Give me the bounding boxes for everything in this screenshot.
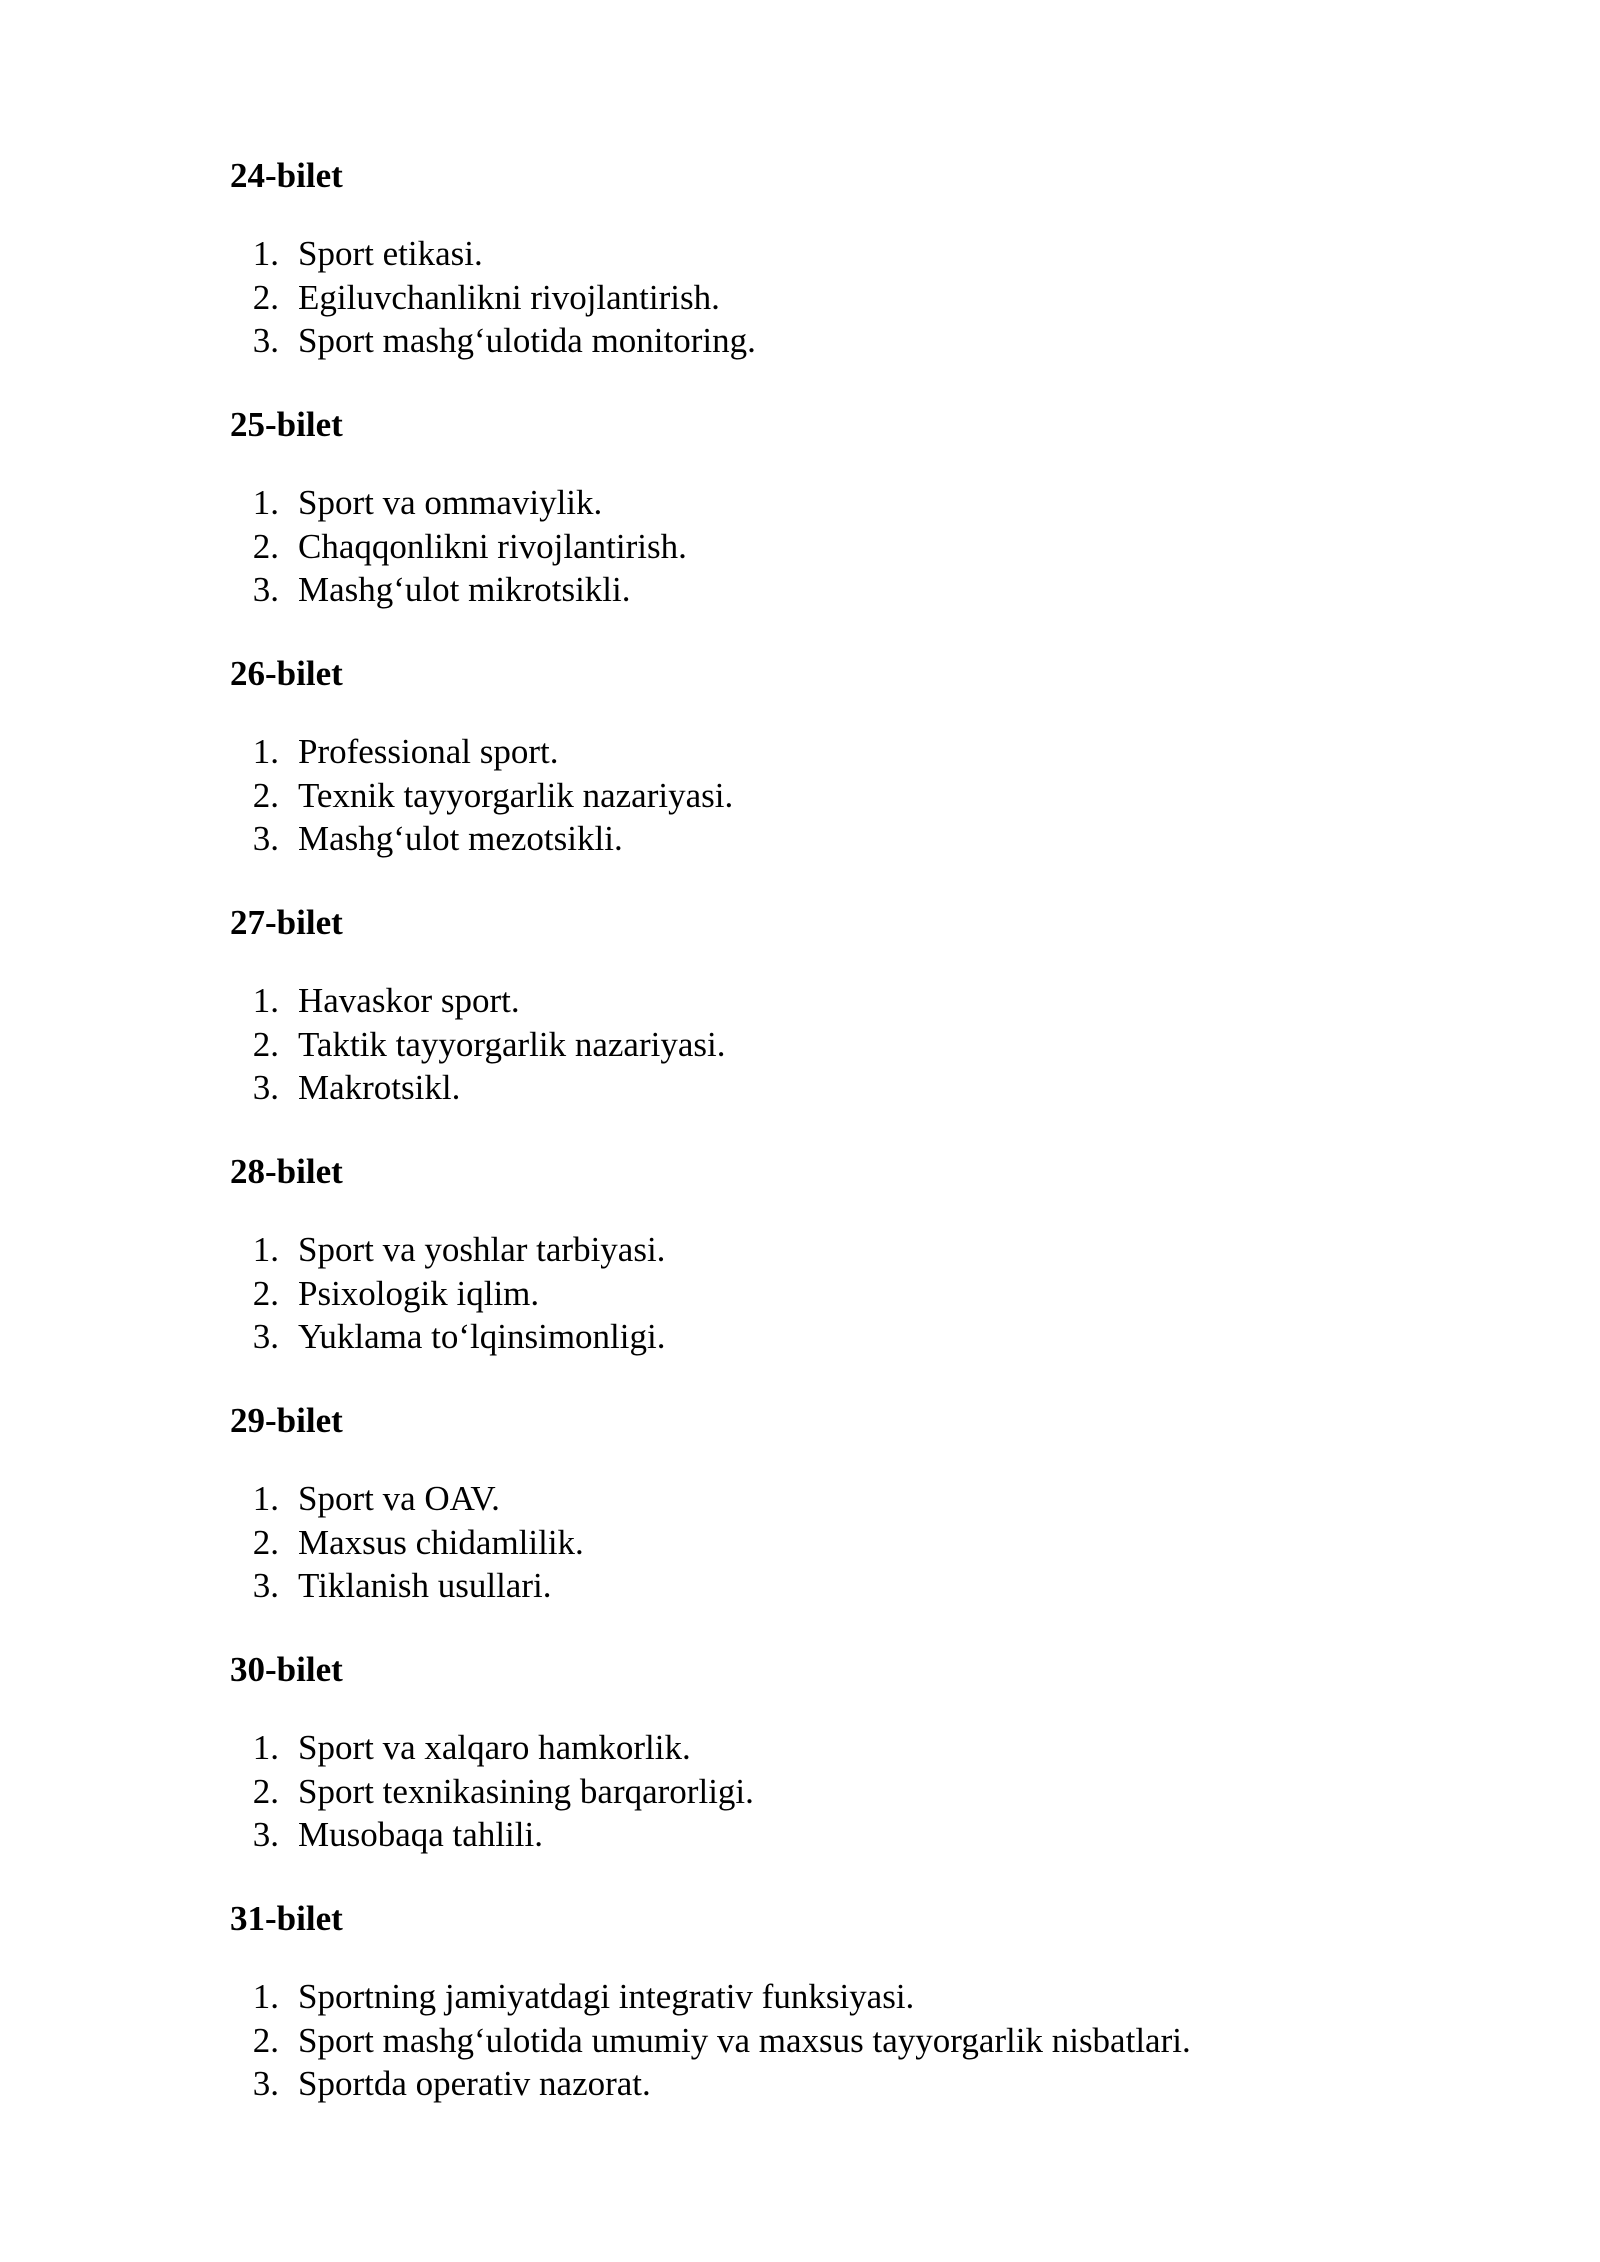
question-list: [230, 1477, 1430, 1608]
question-item: [230, 568, 1430, 612]
question-text: Egiluvchanlikni rivojlantirish.: [298, 277, 720, 317]
question-list: [230, 232, 1430, 363]
question-number: 3.: [252, 819, 279, 858]
question-item: [230, 1770, 1430, 1814]
question-number: 2.: [252, 2020, 279, 2060]
question-text: Maxsus chidamlilik.: [298, 1522, 584, 1562]
question-text: Musobaqa tahlili.: [298, 1815, 543, 1854]
question-number: 1.: [252, 981, 279, 1020]
question-text: Chaqqonlikni rivojlantirish.: [298, 526, 687, 566]
question-item: [230, 1272, 1430, 1316]
question-text: Sport va OAV.: [298, 1479, 500, 1518]
question-item: [230, 1023, 1430, 1067]
ticket-25: [230, 399, 1430, 648]
question-number: 3.: [252, 1317, 279, 1356]
question-number: 1.: [252, 234, 279, 273]
question-text: Havaskor sport.: [298, 981, 520, 1020]
question-text: Mashg‘ulot mezotsikli.: [298, 819, 623, 858]
ticket-title: 28-bilet: [230, 1152, 343, 1191]
question-text: Sport va xalqaro hamkorlik.: [298, 1728, 691, 1767]
question-number: 3.: [252, 570, 279, 609]
question-number: 3.: [252, 1068, 279, 1107]
ticket-31: [230, 1893, 1430, 2142]
question-list: [230, 730, 1430, 861]
question-text: Tiklanish usullari.: [298, 1566, 552, 1605]
question-number: 1.: [252, 1230, 279, 1269]
ticket-28: [230, 1146, 1430, 1395]
question-text: Yuklama to‘lqinsimonligi.: [298, 1317, 666, 1356]
question-item: [230, 481, 1430, 525]
question-item: [230, 1315, 1430, 1359]
question-number: 3.: [252, 1566, 279, 1605]
question-text: Psixologik iqlim.: [298, 1273, 540, 1313]
question-number: 3.: [252, 1815, 279, 1854]
question-item: [230, 319, 1430, 363]
question-list: [230, 1228, 1430, 1359]
question-text: Sport va yoshlar tarbiyasi.: [298, 1230, 666, 1269]
question-item: [230, 2019, 1430, 2063]
question-text: Sport va ommaviylik.: [298, 483, 603, 522]
question-item: [230, 232, 1430, 276]
question-text: Sport mashg‘ulotida umumiy va maxsus tayyorgarlik nisbatlari.: [298, 2020, 1191, 2060]
question-item: [230, 1228, 1430, 1272]
ticket-29: [230, 1395, 1430, 1644]
question-number: 2.: [252, 1522, 279, 1562]
question-item: [230, 2062, 1430, 2106]
ticket-title: 31-bilet: [230, 1899, 343, 1938]
ticket-title: 29-bilet: [230, 1401, 343, 1440]
ticket-26: [230, 648, 1430, 897]
question-item: [230, 774, 1430, 818]
question-text: Mashg‘ulot mikrotsikli.: [298, 570, 631, 609]
ticket-title: 27-bilet: [230, 903, 343, 942]
ticket-title: 25-bilet: [230, 405, 343, 444]
question-text: Texnik tayyorgarlik nazariyasi.: [298, 775, 734, 815]
question-number: 2.: [252, 1771, 279, 1811]
ticket-title: 30-bilet: [230, 1650, 343, 1689]
question-item: [230, 1975, 1430, 2019]
question-item: [230, 1564, 1430, 1608]
question-number: 1.: [252, 1977, 279, 2016]
question-list: [230, 979, 1430, 1110]
question-text: Makrotsikl.: [298, 1068, 461, 1107]
question-text: Sport etikasi.: [298, 234, 483, 273]
question-number: 3.: [252, 321, 279, 360]
question-text: Sportning jamiyatdagi integrativ funksiyasi.: [298, 1977, 915, 2016]
question-number: 2.: [252, 775, 279, 815]
ticket-30: [230, 1644, 1430, 1893]
question-item: [230, 730, 1430, 774]
question-text: Professional sport.: [298, 732, 559, 771]
ticket-title: 24-bilet: [230, 156, 343, 195]
question-list: [230, 1726, 1430, 1857]
ticket-title: 26-bilet: [230, 654, 343, 693]
question-text: Sport texnikasining barqarorligi.: [298, 1771, 754, 1811]
question-number: 2.: [252, 1273, 279, 1313]
question-text: Sportda operativ nazorat.: [298, 2064, 651, 2103]
ticket-27: [230, 897, 1430, 1146]
question-number: 2.: [252, 526, 279, 566]
question-item: [230, 1726, 1430, 1770]
question-item: [230, 1066, 1430, 1110]
document-page: [230, 150, 1430, 2142]
question-item: [230, 979, 1430, 1023]
question-number: 1.: [252, 483, 279, 522]
question-text: Taktik tayyorgarlik nazariyasi.: [298, 1024, 726, 1064]
ticket-24: [230, 150, 1430, 399]
question-list: [230, 481, 1430, 612]
question-number: 1.: [252, 732, 279, 771]
question-number: 3.: [252, 2064, 279, 2103]
question-number: 1.: [252, 1728, 279, 1767]
question-number: 2.: [252, 277, 279, 317]
question-item: [230, 276, 1430, 320]
question-text: Sport mashg‘ulotida monitoring.: [298, 321, 756, 360]
question-item: [230, 1477, 1430, 1521]
question-item: [230, 1521, 1430, 1565]
question-list: [230, 1975, 1430, 2106]
question-number: 1.: [252, 1479, 279, 1518]
question-item: [230, 525, 1430, 569]
question-number: 2.: [252, 1024, 279, 1064]
question-item: [230, 817, 1430, 861]
question-item: [230, 1813, 1430, 1857]
